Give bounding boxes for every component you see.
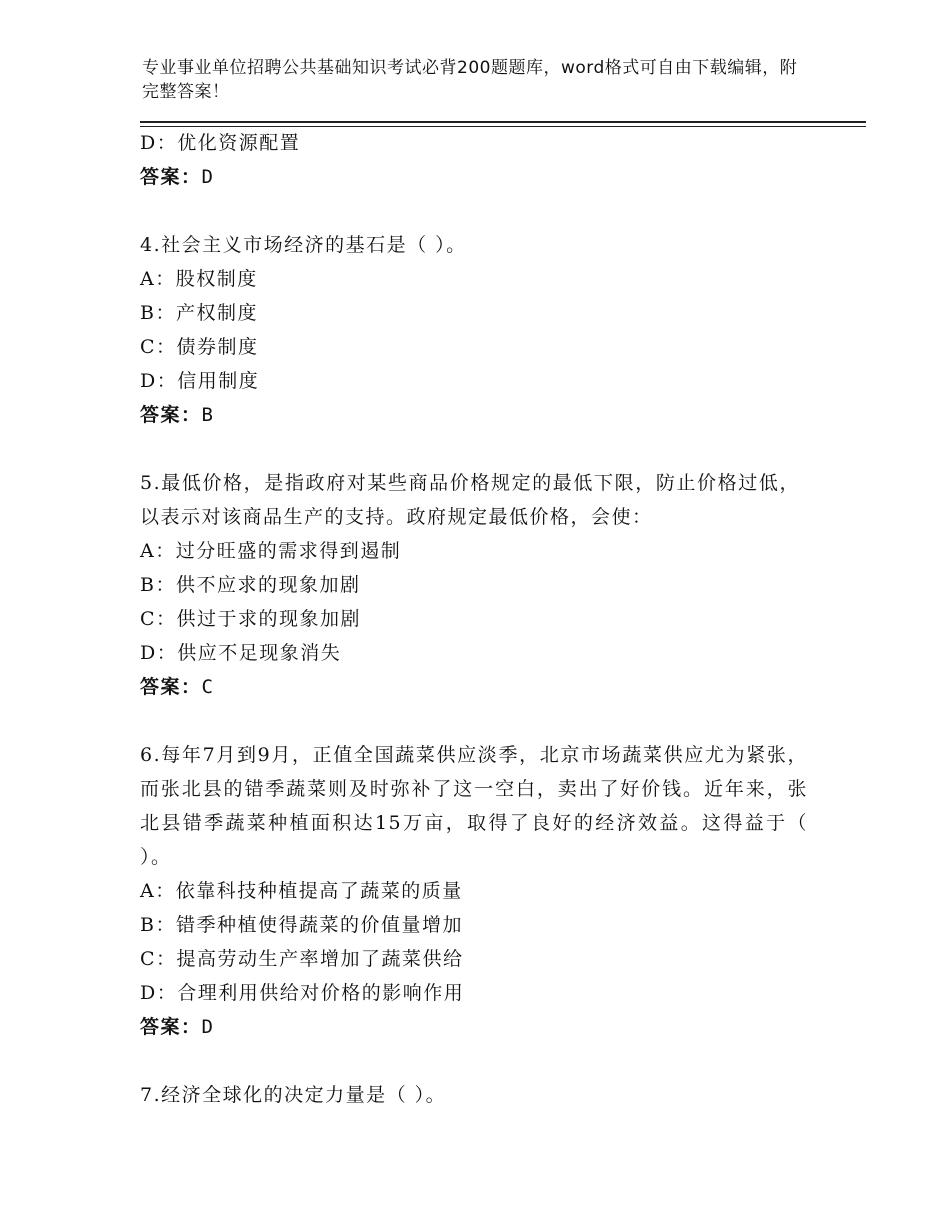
answer-line [140, 160, 820, 194]
answer-line [140, 398, 820, 432]
answer-value: B [201, 404, 215, 426]
question-6 [140, 738, 820, 1044]
document-body [140, 126, 820, 1112]
option-d: D：优化资源配置 [140, 132, 301, 154]
question-stem: 4.社会主义市场经济的基石是（ ）。 [140, 234, 467, 256]
option-d: D：合理利用供给对价格的影响作用 [140, 982, 465, 1004]
option-d: D：供应不足现象消失 [140, 642, 342, 664]
option-d: D：信用制度 [140, 370, 260, 392]
answer-label: 答案： [140, 1016, 202, 1038]
option-b: B：供不应求的现象加剧 [140, 574, 361, 596]
option-a: A：依靠科技种植提高了蔬菜的质量 [140, 880, 463, 902]
option-a: A：股权制度 [140, 268, 258, 290]
answer-value: C [201, 676, 215, 698]
answer-label: 答案： [140, 166, 202, 188]
question-stem: 5.最低价格，是指政府对某些商品价格规定的最低下限，防止价格过低，以表示对该商品生产的支持。政府规定最低价格，会使： [140, 472, 800, 528]
option-c: C：供过于求的现象加剧 [140, 608, 362, 630]
option-a: A：过分旺盛的需求得到遏制 [140, 540, 402, 562]
question-stem: 7.经济全球化的决定力量是（ ）。 [140, 1084, 447, 1106]
question-3-continuation [140, 126, 820, 194]
document-header: 专业事业单位招聘公共基础知识考试必背200题题库，word格式可自由下载编辑，附完整答案！ [142, 58, 798, 102]
answer-label: 答案： [140, 676, 202, 698]
answer-line [140, 1010, 820, 1044]
answer-value: D [201, 166, 215, 188]
question-stem: 6.每年7月到9月，正值全国蔬菜供应淡季，北京市场蔬菜供应尤为紧张，而张北县的错季蔬菜则及时弥补了这一空白，卖出了好价钱。近年来，张北县错季蔬菜种植面积达15万亩，取得了良好的经济效益。这得益于（ ）。 [140, 744, 808, 868]
option-c: C：提高劳动生产率增加了蔬菜供给 [140, 948, 464, 970]
question-4 [140, 228, 820, 432]
header-rule-thick [140, 121, 866, 123]
option-c: C：债券制度 [140, 336, 259, 358]
answer-label: 答案： [140, 404, 202, 426]
option-b: B：产权制度 [140, 302, 258, 324]
answer-line [140, 670, 820, 704]
option-b: B：错季种植使得蔬菜的价值量增加 [140, 914, 463, 936]
question-5 [140, 466, 820, 704]
question-7 [140, 1078, 820, 1112]
answer-value: D [201, 1016, 215, 1038]
